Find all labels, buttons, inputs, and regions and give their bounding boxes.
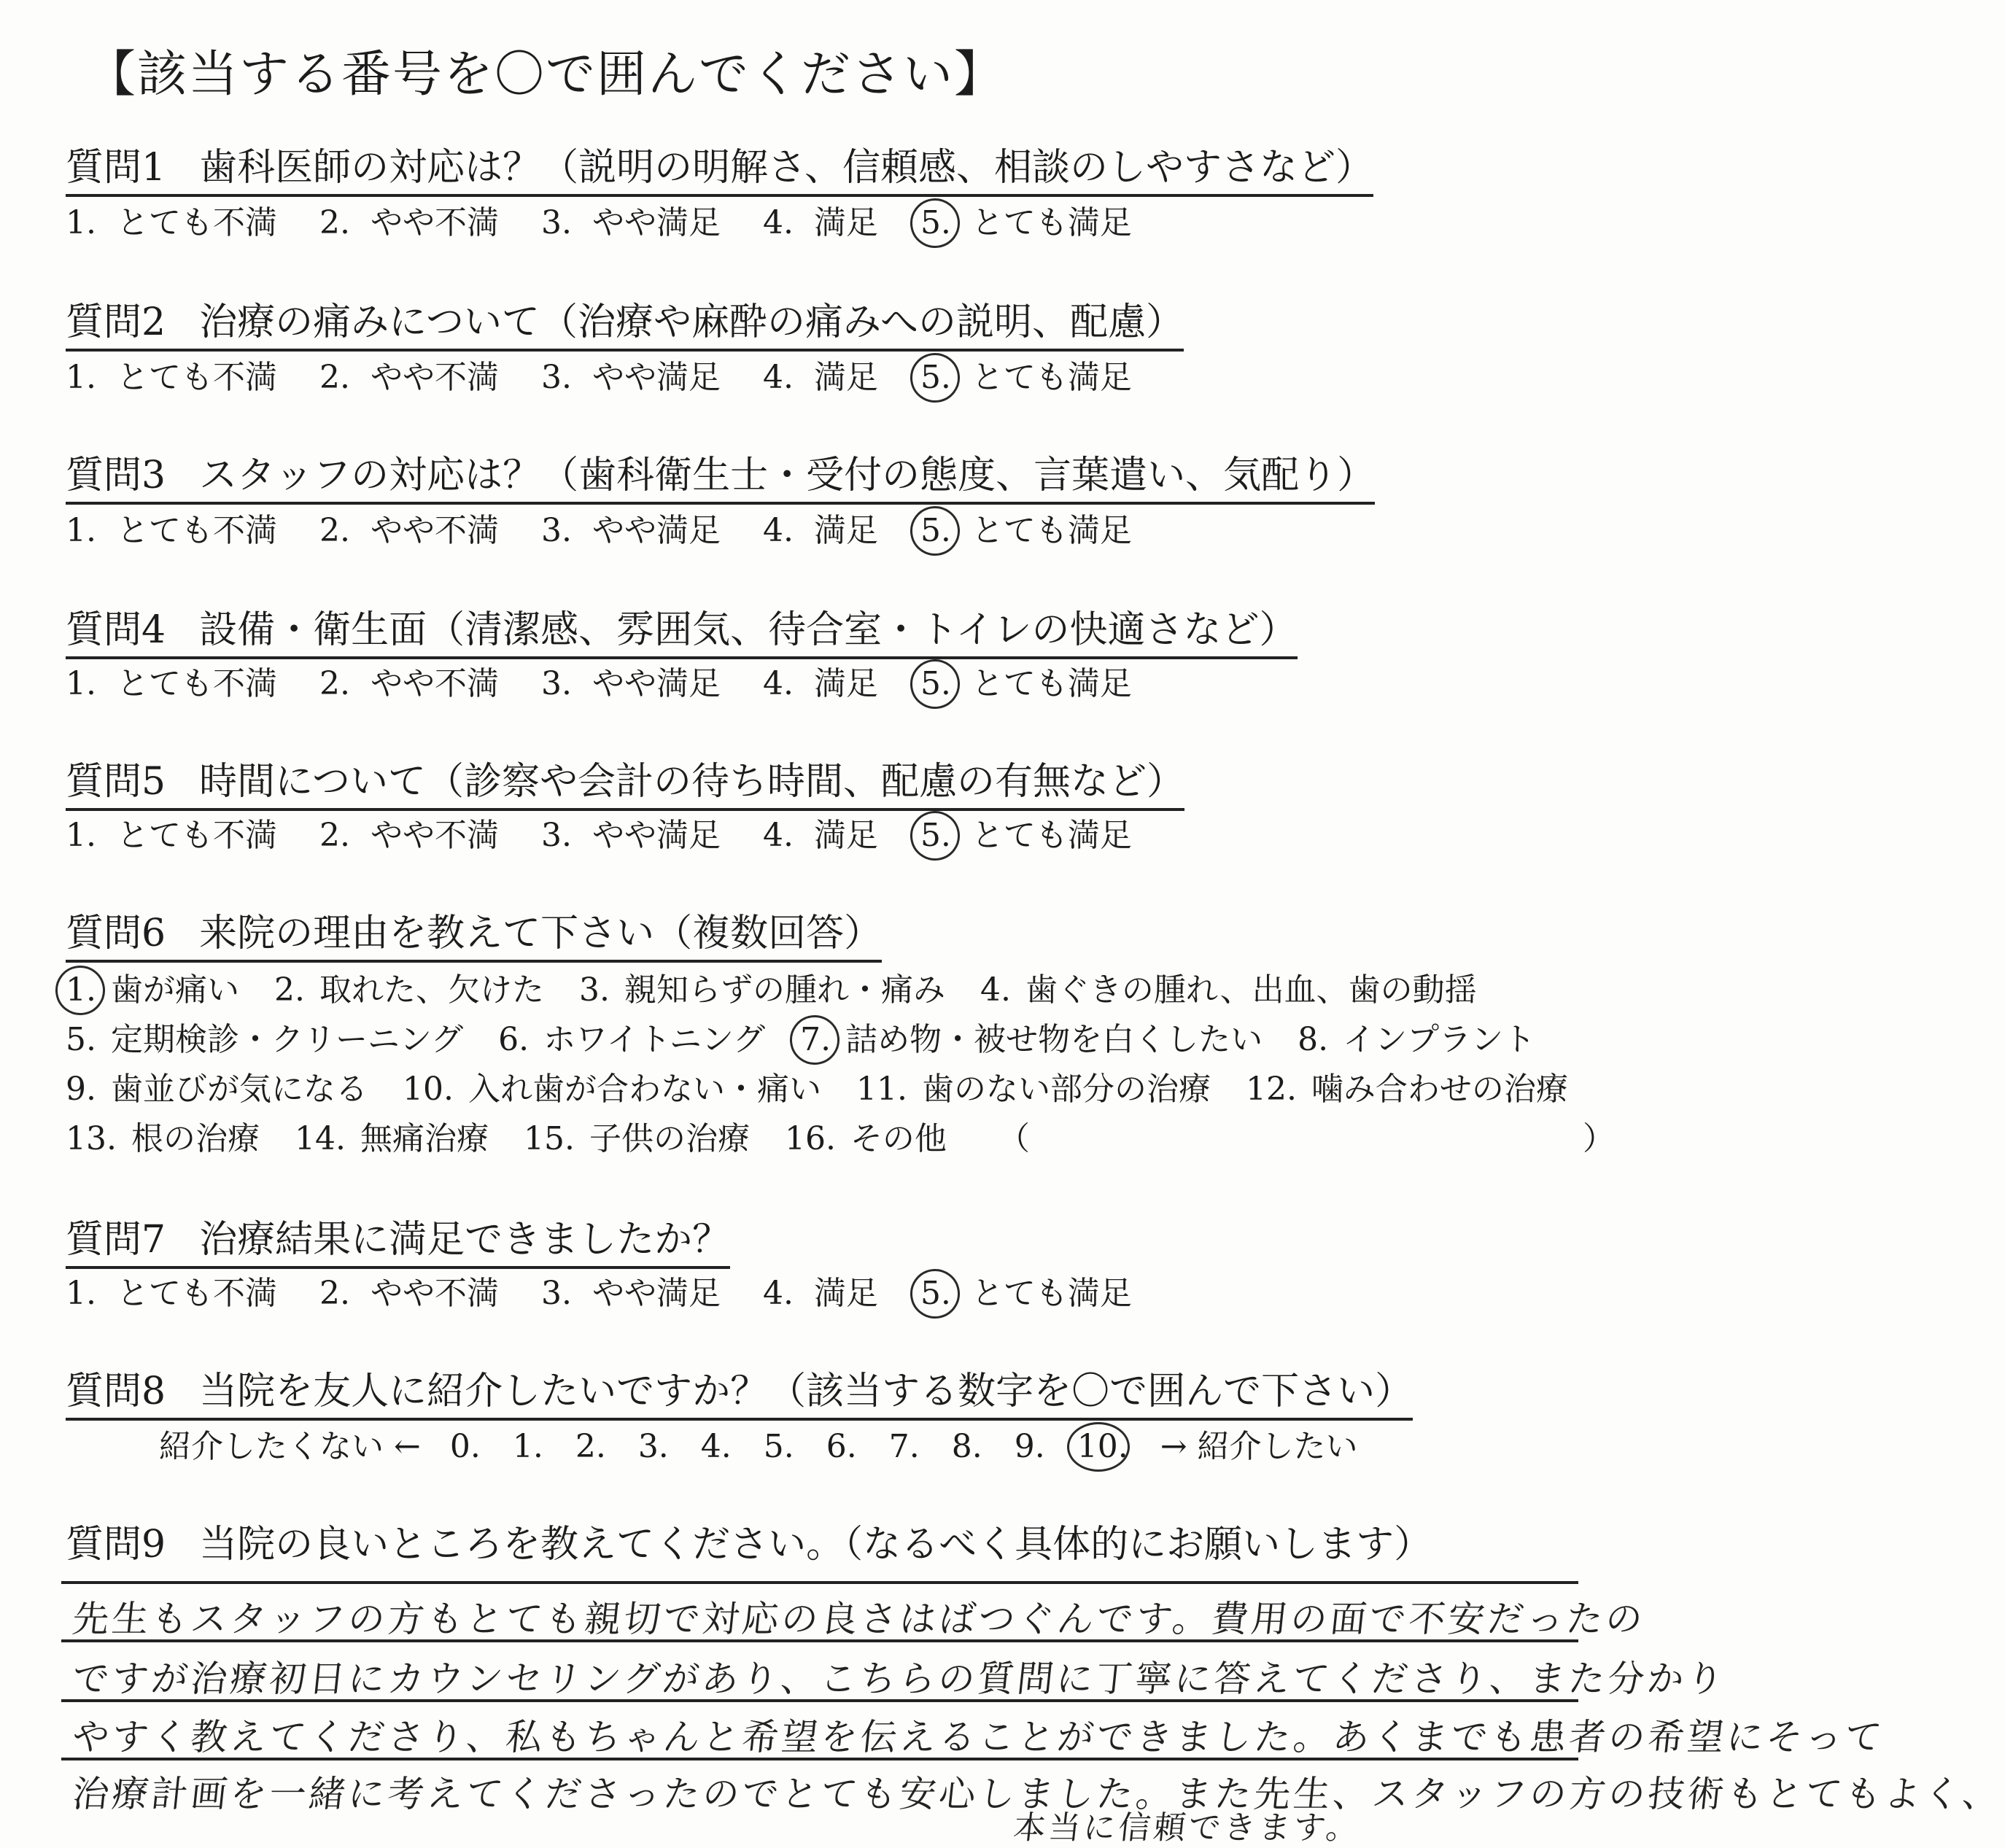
q6-option-13-number: 13. xyxy=(66,1120,117,1157)
q9-answer-line-2: ですが治療初日にカウンセリングがあり、こちらの質問に丁寧に答えてくださり、また分かり xyxy=(70,1658,1729,1700)
q9-number: 質問9 xyxy=(66,1523,166,1566)
q3-option-4[interactable] xyxy=(763,510,878,551)
q1-option-3-number: 3. xyxy=(540,204,572,241)
q7-options xyxy=(66,1273,1174,1314)
q5-option-3[interactable] xyxy=(541,815,721,856)
q7-option-4-label: 満足 xyxy=(813,1275,878,1312)
q4-option-4[interactable] xyxy=(763,664,878,704)
q4-option-5-number: 5. xyxy=(920,664,951,704)
q9-heading xyxy=(66,1523,1432,1566)
q6-option-5-number: 5. xyxy=(66,1021,96,1058)
q5-option-2-label: やや不満 xyxy=(370,817,499,854)
q3-number: 質問3 xyxy=(66,454,166,497)
q6-option-7[interactable] xyxy=(800,1020,1263,1060)
sheet-title: 【該当する番号を〇で囲んでください】 xyxy=(86,46,1006,104)
q5-option-5-number: 5. xyxy=(920,815,951,856)
q2-heading xyxy=(66,300,1184,352)
q6-option-11[interactable] xyxy=(856,1069,1211,1110)
q5-option-5[interactable] xyxy=(920,815,1132,856)
q6-option-12-label: 噛み合わせの治療 xyxy=(1311,1071,1568,1108)
q7-option-1[interactable] xyxy=(66,1273,277,1314)
q9-line-3 xyxy=(61,1758,1578,1760)
q8-scale-7[interactable]: 7. xyxy=(888,1428,920,1465)
q1-option-5-label: とても満足 xyxy=(971,204,1132,241)
q4-text: 設備・衛生面（清潔感、雰囲気、待合室・トイレの快適さなど） xyxy=(199,608,1298,652)
q3-option-5[interactable] xyxy=(920,510,1132,551)
q3-option-3[interactable] xyxy=(541,510,721,551)
q6-option-8[interactable] xyxy=(1298,1020,1535,1060)
q7-option-1-label: とても不満 xyxy=(116,1275,277,1312)
q4-option-2[interactable] xyxy=(319,664,499,704)
q2-text: 治療の痛みについて（治療や麻酔の痛みへの説明、配慮） xyxy=(199,300,1184,344)
q4-option-3[interactable] xyxy=(541,664,721,704)
q1-option-2-label: やや不満 xyxy=(370,204,499,241)
q5-option-2-number: 2. xyxy=(319,817,350,854)
q5-option-1-label: とても不満 xyxy=(116,817,277,854)
q6-option-14[interactable] xyxy=(295,1119,489,1160)
q6-option-15-number: 15. xyxy=(523,1120,575,1157)
q5-option-4-number: 4. xyxy=(762,817,794,854)
q5-text: 時間について（診察や会計の待ち時間、配慮の有無など） xyxy=(199,760,1185,804)
q4-option-1-number: 1. xyxy=(66,665,96,702)
q6-option-9-label: 歯並びが気になる xyxy=(110,1071,368,1108)
q5-options xyxy=(66,815,1174,856)
q6-option-10-number: 10. xyxy=(402,1071,454,1108)
q8-heading xyxy=(66,1370,1413,1421)
q6-option-14-number: 14. xyxy=(294,1120,346,1157)
q6-option-11-number: 11. xyxy=(856,1071,907,1108)
q6-row-4 xyxy=(66,1119,982,1160)
q3-text: スタッフの対応は？（歯科衛生士・受付の態度、言葉遣い、気配り） xyxy=(199,454,1376,497)
q5-option-1-number: 1. xyxy=(66,817,96,854)
q7-heading xyxy=(66,1218,730,1269)
q3-option-1-label: とても不満 xyxy=(116,512,277,549)
q7-option-1-number: 1. xyxy=(66,1275,96,1312)
q7-option-5-number: 5. xyxy=(920,1273,951,1314)
q4-option-2-label: やや不満 xyxy=(370,665,499,702)
q1-option-2[interactable] xyxy=(319,203,499,244)
q2-option-5-number: 5. xyxy=(920,357,951,398)
q7-option-5[interactable] xyxy=(920,1273,1132,1314)
q6-option-1[interactable] xyxy=(66,970,239,1011)
q1-option-1-label: とても不満 xyxy=(116,204,277,241)
q7-option-2[interactable] xyxy=(319,1273,499,1314)
q6-option-13[interactable] xyxy=(66,1119,260,1160)
q8-scale-2[interactable]: 2. xyxy=(575,1428,606,1465)
q7-option-4-number: 4. xyxy=(762,1275,794,1312)
q6-option-16-number: 16. xyxy=(784,1120,836,1157)
q2-option-5[interactable] xyxy=(920,357,1132,398)
q6-option-12-number: 12. xyxy=(1245,1071,1297,1108)
q1-option-1-number: 1. xyxy=(66,204,96,241)
q7-option-4[interactable] xyxy=(763,1273,878,1314)
q4-options xyxy=(66,664,1174,704)
q2-option-2[interactable] xyxy=(319,357,499,398)
q3-option-3-number: 3. xyxy=(540,512,572,549)
q6-option-13-label: 根の治療 xyxy=(131,1120,260,1157)
q6-option-8-label: インプラント xyxy=(1343,1021,1536,1058)
q8-scale xyxy=(450,1426,1160,1467)
q3-option-5-label: とても満足 xyxy=(971,512,1132,549)
q8-left-label: 紹介したくない ← xyxy=(159,1428,421,1465)
q6-option-12[interactable] xyxy=(1246,1069,1568,1110)
q9-text: 当院の良いところを教えてください。（なるべく具体的にお願いします） xyxy=(199,1523,1432,1566)
q5-option-3-label: やや満足 xyxy=(592,817,721,854)
q1-heading xyxy=(66,146,1373,197)
q8-scale-0[interactable]: 0. xyxy=(449,1428,481,1465)
q6-option-5[interactable] xyxy=(66,1020,463,1060)
q1-options xyxy=(66,203,1174,244)
q2-option-1-label: とても不満 xyxy=(116,359,277,396)
q3-option-2-label: やや不満 xyxy=(370,512,499,549)
q1-option-3-label: やや満足 xyxy=(592,204,721,241)
q1-option-4[interactable] xyxy=(763,203,878,244)
q2-option-4[interactable] xyxy=(763,357,878,398)
q6-option-3-label: 親知らずの腫れ・痛み xyxy=(624,971,945,1009)
q2-option-5-label: とても満足 xyxy=(971,359,1132,396)
q4-heading xyxy=(66,608,1298,659)
q3-options xyxy=(66,510,1174,551)
q4-option-4-label: 満足 xyxy=(813,665,878,702)
q3-option-4-label: 満足 xyxy=(813,512,878,549)
q8-scale-10[interactable]: 10. xyxy=(1077,1426,1128,1467)
q2-option-3-number: 3. xyxy=(540,359,572,396)
q9-answer-line-1: 先生もスタッフの方もとても親切で対応の良さはばつぐんです。費用の面で不安だったの xyxy=(70,1598,1648,1640)
q6-option-4-number: 4. xyxy=(980,971,1011,1009)
q3-option-4-number: 4. xyxy=(762,512,794,549)
q6-heading xyxy=(66,912,882,963)
q7-number: 質問7 xyxy=(66,1218,166,1262)
q4-option-3-label: やや満足 xyxy=(592,665,721,702)
q6-option-3[interactable] xyxy=(579,970,945,1011)
q6-option-16-label: その他 xyxy=(850,1120,947,1157)
q1-option-3[interactable] xyxy=(541,203,721,244)
q2-option-3[interactable] xyxy=(541,357,721,398)
q4-option-5-label: とても満足 xyxy=(971,665,1132,702)
q6-number: 質問6 xyxy=(66,912,166,955)
q9-line-2 xyxy=(61,1699,1578,1702)
q8-scale-9[interactable]: 9. xyxy=(1014,1428,1045,1465)
q3-option-1[interactable] xyxy=(66,510,277,551)
q5-option-3-number: 3. xyxy=(540,817,572,854)
q5-heading xyxy=(66,760,1184,811)
q7-option-2-label: やや不満 xyxy=(370,1275,499,1312)
q7-option-3-label: やや満足 xyxy=(592,1275,721,1312)
q4-option-3-number: 3. xyxy=(540,665,572,702)
q6-option-9-number: 9. xyxy=(66,1071,96,1108)
q6-option-10[interactable] xyxy=(403,1069,821,1110)
q8-right-label: → 紹介したい xyxy=(1160,1428,1358,1465)
q6-option-6[interactable] xyxy=(498,1020,765,1060)
q4-option-4-number: 4. xyxy=(762,665,794,702)
q6-option-15-label: 子供の治療 xyxy=(589,1120,750,1157)
q2-options xyxy=(66,357,1174,398)
q6-option-15[interactable] xyxy=(524,1119,750,1160)
q1-text: 歯科医師の対応は？（説明の明解さ、信頼感、相談のしやすさなど） xyxy=(199,146,1374,190)
q2-option-1[interactable] xyxy=(66,357,277,398)
q6-option-10-label: 入れ歯が合わない・痛い xyxy=(468,1071,821,1108)
q1-option-2-number: 2. xyxy=(319,204,350,241)
q6-option-9[interactable] xyxy=(66,1069,368,1110)
q4-option-5[interactable] xyxy=(920,664,1132,704)
q3-option-2[interactable] xyxy=(319,510,499,551)
q6-option-7-label: 詰め物・被せ物を白くしたい xyxy=(845,1021,1263,1058)
q9-line-0 xyxy=(61,1581,1578,1584)
q1-option-4-label: 満足 xyxy=(813,204,878,241)
q6-option-11-label: 歯のない部分の治療 xyxy=(921,1071,1211,1108)
q6-option-16[interactable] xyxy=(785,1119,947,1160)
q7-text: 治療結果に満足できましたか？ xyxy=(199,1218,731,1262)
q9-answer-line-4: 治療計画を一緒に考えてくださったのでとても安心しました。また先生、スタッフの方の技術もとてもよく、 xyxy=(70,1773,2004,1815)
q1-option-4-number: 4. xyxy=(762,204,794,241)
q2-option-4-label: 満足 xyxy=(813,359,878,396)
q3-option-5-number: 5. xyxy=(920,510,951,551)
q6-other-open-paren: （ xyxy=(998,1120,1030,1157)
q6-option-4-label: 歯ぐきの腫れ、出血、歯の動揺 xyxy=(1025,971,1477,1009)
q5-option-4-label: 満足 xyxy=(813,817,878,854)
q7-option-3[interactable] xyxy=(541,1273,721,1314)
q6-row-2 xyxy=(66,1020,1570,1060)
q2-option-3-label: やや満足 xyxy=(592,359,721,396)
q9-answer-line-5: 本当に信頼できます。 xyxy=(1011,1809,1363,1847)
q8-scale-8[interactable]: 8. xyxy=(951,1428,982,1465)
q5-option-1[interactable] xyxy=(66,815,277,856)
q2-option-1-number: 1. xyxy=(66,359,96,396)
q1-option-1[interactable] xyxy=(66,203,277,244)
q7-option-5-label: とても満足 xyxy=(971,1275,1132,1312)
q6-option-2-number: 2. xyxy=(274,971,305,1009)
q6-option-5-label: 定期検診・クリーニング xyxy=(110,1021,464,1058)
q2-number: 質問2 xyxy=(66,300,166,344)
q2-option-4-number: 4. xyxy=(762,359,794,396)
q6-option-14-label: 無痛治療 xyxy=(360,1120,489,1157)
q3-option-2-number: 2. xyxy=(319,512,350,549)
q4-option-1[interactable] xyxy=(66,664,277,704)
q2-option-2-number: 2. xyxy=(319,359,350,396)
q6-option-1-label: 歯が痛い xyxy=(110,971,239,1009)
q9-line-1 xyxy=(61,1639,1578,1642)
q6-option-6-number: 6. xyxy=(498,1021,530,1058)
q8-scale-row xyxy=(159,1426,1358,1467)
q6-other-close-paren: ） xyxy=(1583,1120,1615,1157)
q6-option-1-number: 1. xyxy=(66,970,96,1011)
q5-option-4[interactable] xyxy=(763,815,878,856)
q6-option-8-number: 8. xyxy=(1298,1021,1329,1058)
q6-row-1 xyxy=(66,970,1512,1011)
q9-answer-line-3: やすく教えてくださり、私もちゃんと希望を伝えることができました。あくまでも患者の希望にそって xyxy=(70,1716,1887,1758)
q7-option-2-number: 2. xyxy=(319,1275,350,1312)
q6-option-4[interactable] xyxy=(980,970,1477,1011)
q5-option-5-label: とても満足 xyxy=(971,817,1132,854)
q3-option-1-number: 1. xyxy=(66,512,96,549)
q3-option-3-label: やや満足 xyxy=(592,512,721,549)
q6-option-2-label: 取れた、欠けた xyxy=(319,971,544,1009)
q8-scale-1[interactable]: 1. xyxy=(512,1428,543,1465)
q6-text: 来院の理由を教えて下さい（複数回答） xyxy=(199,912,883,955)
q3-heading xyxy=(66,454,1375,505)
q4-option-1-label: とても不満 xyxy=(116,665,277,702)
q6-row-3 xyxy=(66,1069,1603,1110)
q5-number: 質問5 xyxy=(66,760,166,804)
q6-option-6-label: ホワイトニング xyxy=(543,1021,766,1058)
q1-option-5[interactable] xyxy=(920,203,1132,244)
q7-option-3-number: 3. xyxy=(540,1275,572,1312)
q8-scale-4[interactable]: 4. xyxy=(700,1428,732,1465)
q2-option-2-label: やや不満 xyxy=(370,359,499,396)
q1-option-5-number: 5. xyxy=(920,203,951,244)
q8-number: 質問8 xyxy=(66,1370,166,1413)
q4-option-2-number: 2. xyxy=(319,665,350,702)
q6-option-7-number: 7. xyxy=(800,1020,831,1060)
q6-option-2[interactable] xyxy=(274,970,544,1011)
q8-scale-3[interactable]: 3. xyxy=(637,1428,669,1465)
q1-number: 質問1 xyxy=(66,146,166,190)
q6-option-3-number: 3. xyxy=(578,971,610,1009)
q5-option-2[interactable] xyxy=(319,815,499,856)
q8-text: 当院を友人に紹介したいですか？（該当する数字を〇で囲んで下さい） xyxy=(199,1370,1413,1413)
q8-scale-5[interactable]: 5. xyxy=(763,1428,794,1465)
q4-number: 質問4 xyxy=(66,608,166,652)
q8-scale-6[interactable]: 6. xyxy=(826,1428,857,1465)
